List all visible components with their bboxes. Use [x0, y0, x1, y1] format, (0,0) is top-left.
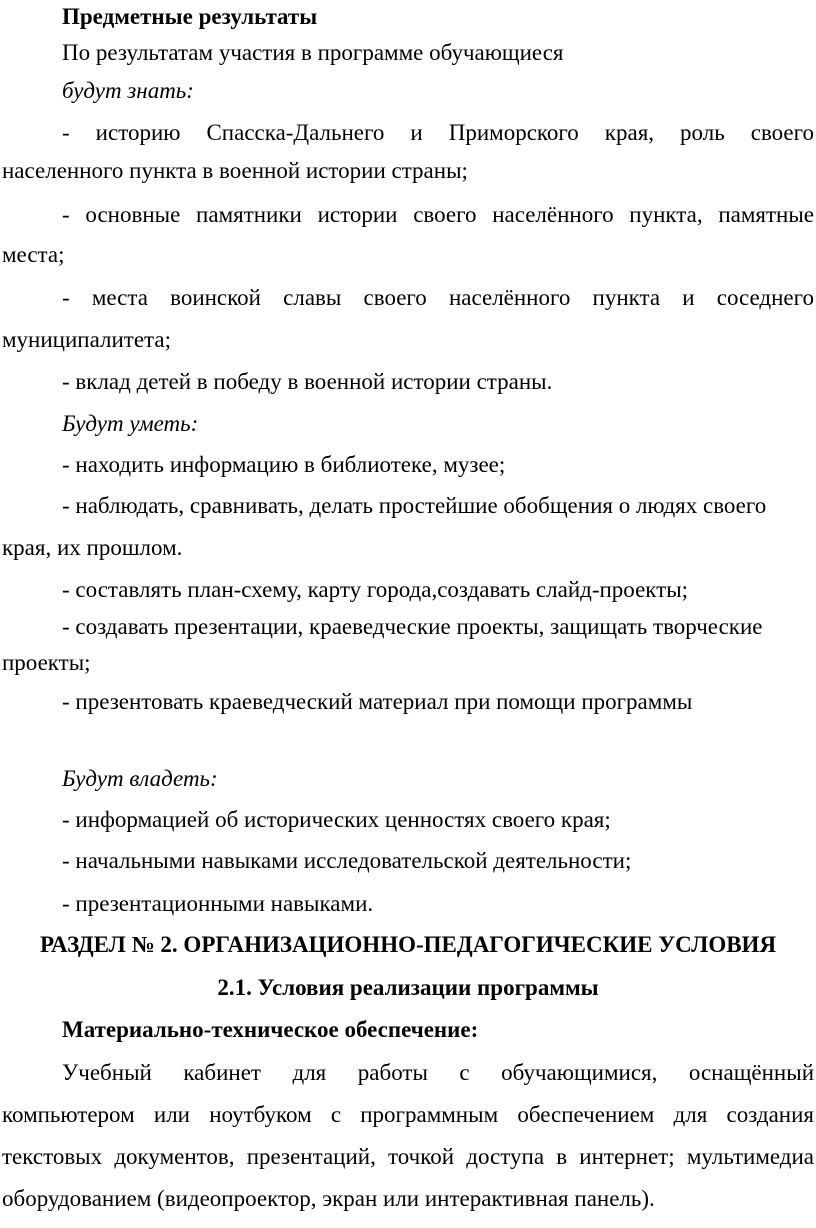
material-text-line2: компьютером или ноутбуком с программным обеспечением для создания — [2, 1102, 814, 1127]
know-item-3-line1: - места воинской славы своего населённого пункта и соседнего — [62, 285, 814, 310]
can-item-4-line1: - создавать презентации, краеведческие проекты, защищать творческие — [62, 614, 763, 639]
own-item-1: - информацией об исторических ценностях своего края; — [62, 807, 611, 832]
can-item-1: - находить информацию в библиотеке, музее; — [62, 452, 506, 477]
can-item-2-line1: - наблюдать, сравнивать, делать простейшие обобщения о людях своего — [62, 493, 767, 518]
material-text-line1: Учебный кабинет для работы с обучающимися, оснащённый — [62, 1060, 814, 1085]
section-title: РАЗДЕЛ № 2. ОРГАНИЗАЦИОННО-ПЕДАГОГИЧЕСКИЕ УСЛОВИЯ — [39, 932, 777, 957]
material-text-line3: текстовых документов, презентаций, точкой доступа в интернет; мультимедиа — [2, 1144, 814, 1169]
know-item-2-line1: - основные памятники истории своего населённого пункта, памятные — [62, 202, 814, 227]
know-item-1-line1: - историю Спасска-Дальнего и Приморского края, роль своего — [62, 120, 814, 145]
can-item-2-line2: края, их прошлом. — [2, 535, 183, 560]
know-label: будут знать: — [62, 78, 194, 103]
subject-results-heading: Предметные результаты — [62, 4, 318, 29]
own-label: Будут владеть: — [62, 766, 218, 791]
can-label: Будут уметь: — [62, 411, 199, 436]
can-item-4-line2: проекты; — [2, 650, 91, 675]
know-item-3-line2: муниципалитета; — [2, 327, 171, 352]
section-subtitle: 2.1. Условия реализации программы — [217, 975, 599, 1000]
can-item-3: - составлять план-схему, карту города,создавать слайд-проекты; — [62, 577, 689, 602]
know-item-2-line2: места; — [2, 242, 65, 267]
intro-text: По результатам участия в программе обучающиеся — [62, 40, 564, 65]
own-item-2: - начальными навыками исследовательской деятельности; — [62, 848, 632, 873]
can-item-5: - презентовать краеведческий материал при помощи программы — [62, 689, 693, 714]
material-text-line4: оборудованием (видеопроектор, экран или интерактивная панель). — [2, 1186, 655, 1211]
know-item-1-line2: населенного пункта в военной истории страны; — [2, 158, 468, 183]
material-heading: Материально-техническое обеспечение: — [62, 1017, 479, 1042]
own-item-3: - презентационными навыками. — [62, 891, 374, 916]
know-item-4: - вклад детей в победу в военной истории страны. — [62, 369, 553, 394]
